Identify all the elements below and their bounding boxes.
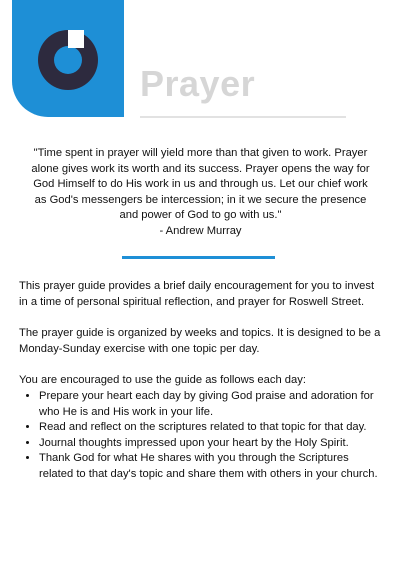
- quote-text: "Time spent in prayer will yield more than that given to work. Prayer alone gives work its worth and its success. Prayer opens the way for God Himself to do His work in us and through us. Let our chief work as God's messengers be intercession; in it we secure the presence and power of God to go with us.": [31, 147, 370, 222]
- logo-block: [12, 0, 124, 117]
- list-item: • Read and reflect on the scriptures related to that topic for that day.: [39, 420, 384, 436]
- list-item: • Journal thoughts impressed upon your heart by the Holy Spirit.: [39, 436, 384, 452]
- quote-block: [28, 146, 373, 240]
- section-divider: [122, 256, 275, 259]
- guide-body: [19, 279, 384, 483]
- list-item: • Prepare your heart each day by giving God praise and adoration for who He is and His work in your life.: [39, 389, 384, 420]
- intro-paragraph: This prayer guide provides a brief daily encouragement for you to invest in a time of personal spiritual reflection, and prayer for Roswell Street.: [19, 280, 375, 308]
- organization-paragraph: The prayer guide is organized by weeks and topics. It is designed to be a Monday-Sunday exercise with one topic per day.: [19, 327, 381, 355]
- instructions-heading: You are encouraged to use the guide as follows each day:: [19, 374, 306, 387]
- quote-attribution: - Andrew Murray: [159, 224, 242, 237]
- list-item: • Thank God for what He shares with you through the Scriptures related to that day's topic and share them with others in your church.: [39, 451, 384, 482]
- page-title: Prayer: [140, 63, 256, 104]
- steps-list: [19, 389, 384, 483]
- title-divider: [140, 116, 346, 118]
- ring-logo-icon: [12, 0, 124, 117]
